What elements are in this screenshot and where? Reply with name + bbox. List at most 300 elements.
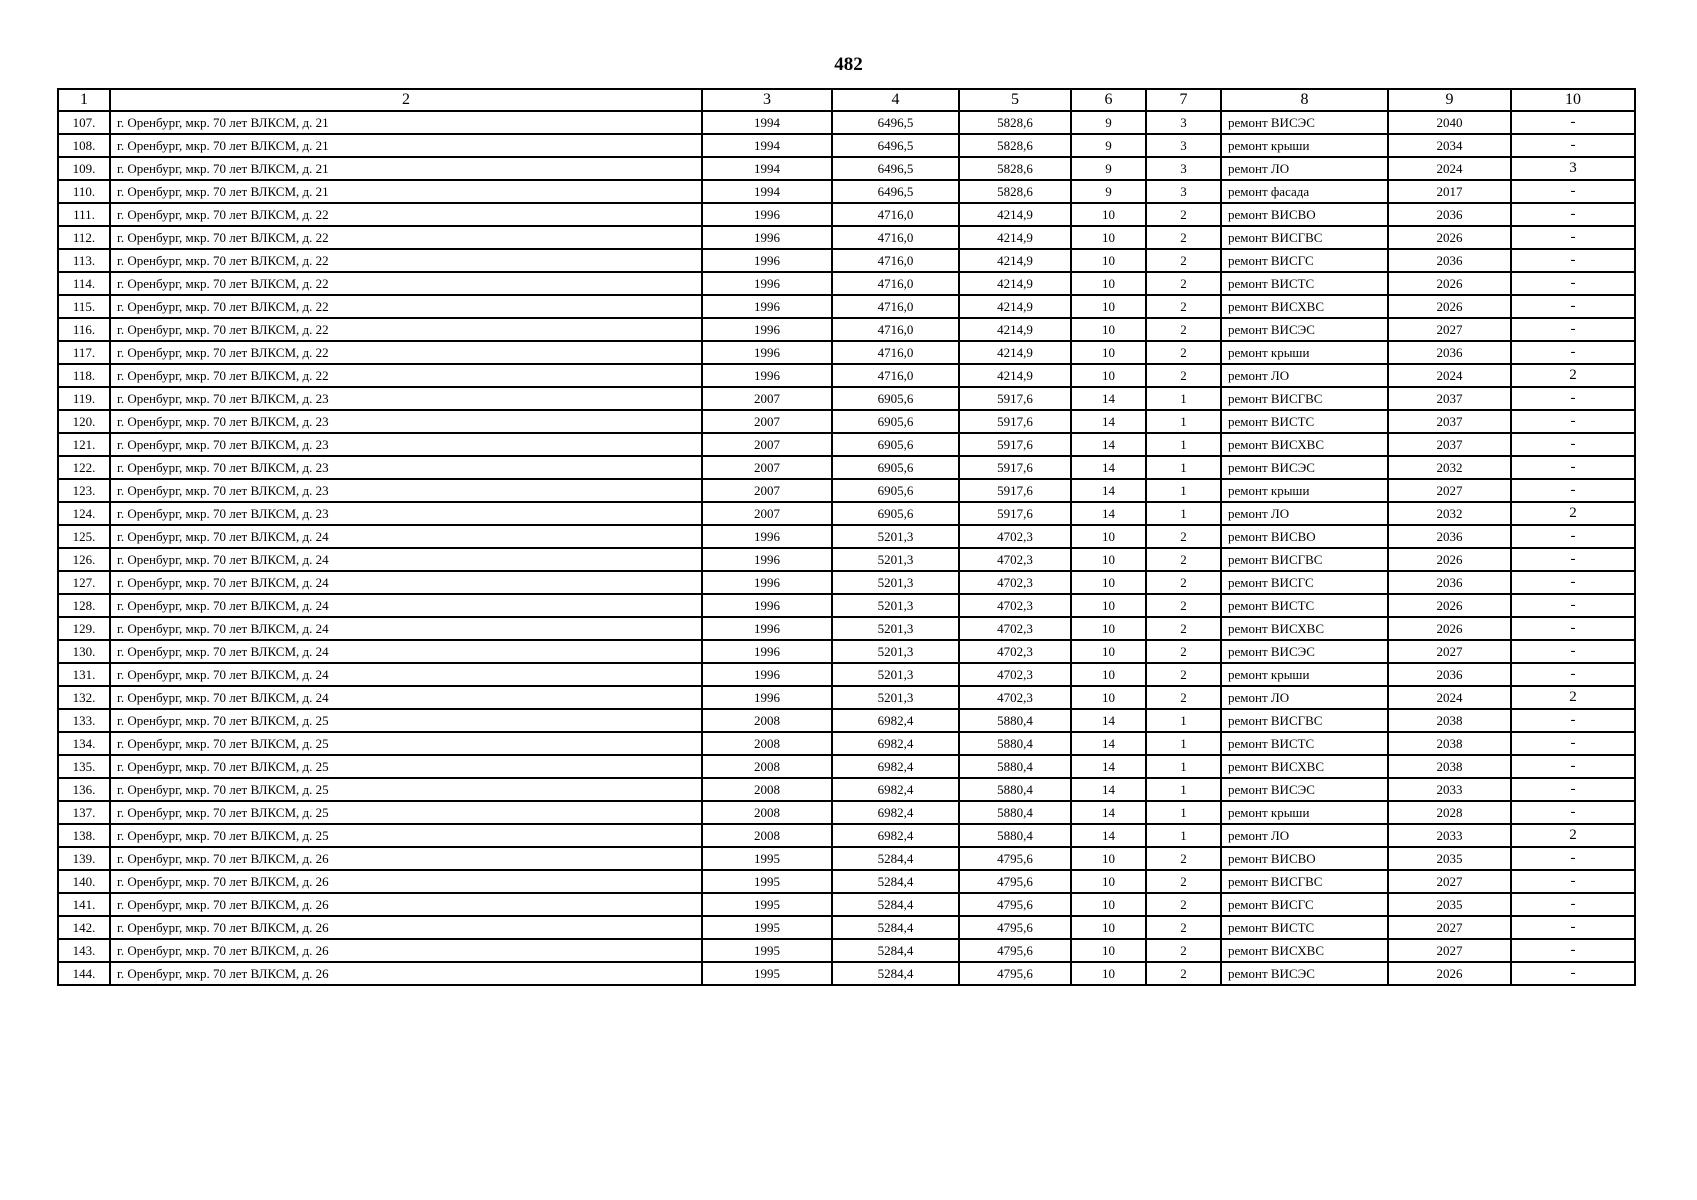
floors-cell: 10 bbox=[1071, 249, 1146, 272]
planned-year-cell: 2040 bbox=[1388, 111, 1511, 134]
address-cell: г. Оренбург, мкр. 70 лет ВЛКСМ, д. 21 bbox=[110, 157, 702, 180]
address-cell: г. Оренбург, мкр. 70 лет ВЛКСМ, д. 26 bbox=[110, 939, 702, 962]
planned-year-cell: 2038 bbox=[1388, 755, 1511, 778]
total-area-cell: 4716,0 bbox=[832, 341, 959, 364]
floors-cell: 10 bbox=[1071, 939, 1146, 962]
row-number-cell: 119. bbox=[58, 387, 110, 410]
entrances-cell: 2 bbox=[1146, 663, 1221, 686]
address-cell: г. Оренбург, мкр. 70 лет ВЛКСМ, д. 25 bbox=[110, 732, 702, 755]
year-cell: 1996 bbox=[702, 548, 832, 571]
row-number-cell: 135. bbox=[58, 755, 110, 778]
floors-cell: 14 bbox=[1071, 433, 1146, 456]
living-area-cell: 5917,6 bbox=[959, 387, 1071, 410]
year-cell: 1996 bbox=[702, 663, 832, 686]
work-type-cell: ремонт ВИСХВС bbox=[1221, 617, 1388, 640]
quantity-cell: - bbox=[1511, 548, 1635, 571]
work-type-cell: ремонт ЛО bbox=[1221, 502, 1388, 525]
entrances-cell: 2 bbox=[1146, 318, 1221, 341]
planned-year-cell: 2036 bbox=[1388, 249, 1511, 272]
year-cell: 2008 bbox=[702, 778, 832, 801]
year-cell: 1994 bbox=[702, 111, 832, 134]
year-cell: 2008 bbox=[702, 755, 832, 778]
living-area-cell: 4214,9 bbox=[959, 203, 1071, 226]
year-cell: 2007 bbox=[702, 387, 832, 410]
entrances-cell: 2 bbox=[1146, 525, 1221, 548]
quantity-cell: - bbox=[1511, 134, 1635, 157]
planned-year-cell: 2017 bbox=[1388, 180, 1511, 203]
entrances-cell: 2 bbox=[1146, 962, 1221, 985]
row-number-cell: 116. bbox=[58, 318, 110, 341]
page-number: 482 bbox=[834, 54, 863, 75]
total-area-cell: 4716,0 bbox=[832, 249, 959, 272]
table-row bbox=[58, 548, 1635, 571]
address-cell: г. Оренбург, мкр. 70 лет ВЛКСМ, д. 24 bbox=[110, 548, 702, 571]
quantity-cell: - bbox=[1511, 709, 1635, 732]
total-area-cell: 6905,6 bbox=[832, 387, 959, 410]
entrances-cell: 1 bbox=[1146, 824, 1221, 847]
entrances-cell: 2 bbox=[1146, 295, 1221, 318]
row-number-cell: 110. bbox=[58, 180, 110, 203]
address-cell: г. Оренбург, мкр. 70 лет ВЛКСМ, д. 22 bbox=[110, 318, 702, 341]
work-type-cell: ремонт ВИСГС bbox=[1221, 893, 1388, 916]
entrances-cell: 2 bbox=[1146, 916, 1221, 939]
floors-cell: 14 bbox=[1071, 755, 1146, 778]
work-type-cell: ремонт ВИСЭС bbox=[1221, 962, 1388, 985]
planned-year-cell: 2027 bbox=[1388, 939, 1511, 962]
living-area-cell: 5880,4 bbox=[959, 824, 1071, 847]
total-area-cell: 5284,4 bbox=[832, 893, 959, 916]
quantity-cell: - bbox=[1511, 203, 1635, 226]
floors-cell: 10 bbox=[1071, 226, 1146, 249]
address-cell: г. Оренбург, мкр. 70 лет ВЛКСМ, д. 24 bbox=[110, 571, 702, 594]
quantity-cell: - bbox=[1511, 778, 1635, 801]
entrances-cell: 1 bbox=[1146, 801, 1221, 824]
planned-year-cell: 2026 bbox=[1388, 962, 1511, 985]
table-row bbox=[58, 916, 1635, 939]
living-area-cell: 4214,9 bbox=[959, 249, 1071, 272]
quantity-cell: - bbox=[1511, 479, 1635, 502]
year-cell: 2007 bbox=[702, 479, 832, 502]
work-type-cell: ремонт ВИСТС bbox=[1221, 732, 1388, 755]
living-area-cell: 5917,6 bbox=[959, 502, 1071, 525]
table-row bbox=[58, 939, 1635, 962]
work-type-cell: ремонт крыши bbox=[1221, 479, 1388, 502]
total-area-cell: 4716,0 bbox=[832, 364, 959, 387]
year-cell: 2008 bbox=[702, 709, 832, 732]
total-area-cell: 6496,5 bbox=[832, 180, 959, 203]
repair-schedule-table bbox=[57, 88, 1636, 986]
address-cell: г. Оренбург, мкр. 70 лет ВЛКСМ, д. 23 bbox=[110, 433, 702, 456]
entrances-cell: 2 bbox=[1146, 341, 1221, 364]
floors-cell: 14 bbox=[1071, 824, 1146, 847]
floors-cell: 10 bbox=[1071, 893, 1146, 916]
row-number-cell: 123. bbox=[58, 479, 110, 502]
row-number-cell: 120. bbox=[58, 410, 110, 433]
year-cell: 2007 bbox=[702, 433, 832, 456]
table-row bbox=[58, 824, 1635, 847]
work-type-cell: ремонт фасада bbox=[1221, 180, 1388, 203]
column-header: 2 bbox=[110, 89, 702, 111]
living-area-cell: 4214,9 bbox=[959, 364, 1071, 387]
total-area-cell: 5201,3 bbox=[832, 525, 959, 548]
work-type-cell: ремонт крыши bbox=[1221, 663, 1388, 686]
column-header: 10 bbox=[1511, 89, 1635, 111]
quantity-cell: - bbox=[1511, 870, 1635, 893]
work-type-cell: ремонт ВИСТС bbox=[1221, 272, 1388, 295]
work-type-cell: ремонт ВИСХВС bbox=[1221, 939, 1388, 962]
entrances-cell: 1 bbox=[1146, 502, 1221, 525]
entrances-cell: 2 bbox=[1146, 617, 1221, 640]
total-area-cell: 5284,4 bbox=[832, 962, 959, 985]
table-row bbox=[58, 962, 1635, 985]
quantity-cell: - bbox=[1511, 755, 1635, 778]
floors-cell: 10 bbox=[1071, 916, 1146, 939]
planned-year-cell: 2027 bbox=[1388, 916, 1511, 939]
address-cell: г. Оренбург, мкр. 70 лет ВЛКСМ, д. 21 bbox=[110, 134, 702, 157]
work-type-cell: ремонт ВИСГС bbox=[1221, 249, 1388, 272]
living-area-cell: 5880,4 bbox=[959, 801, 1071, 824]
living-area-cell: 4214,9 bbox=[959, 295, 1071, 318]
table-row bbox=[58, 387, 1635, 410]
row-number-cell: 130. bbox=[58, 640, 110, 663]
address-cell: г. Оренбург, мкр. 70 лет ВЛКСМ, д. 22 bbox=[110, 295, 702, 318]
floors-cell: 10 bbox=[1071, 617, 1146, 640]
work-type-cell: ремонт ВИСВО bbox=[1221, 525, 1388, 548]
address-cell: г. Оренбург, мкр. 70 лет ВЛКСМ, д. 23 bbox=[110, 502, 702, 525]
planned-year-cell: 2027 bbox=[1388, 640, 1511, 663]
living-area-cell: 4795,6 bbox=[959, 847, 1071, 870]
floors-cell: 14 bbox=[1071, 502, 1146, 525]
quantity-cell: 2 bbox=[1511, 686, 1635, 709]
quantity-cell: - bbox=[1511, 433, 1635, 456]
row-number-cell: 118. bbox=[58, 364, 110, 387]
table-row bbox=[58, 410, 1635, 433]
table-row bbox=[58, 801, 1635, 824]
table-row bbox=[58, 226, 1635, 249]
row-number-cell: 137. bbox=[58, 801, 110, 824]
floors-cell: 14 bbox=[1071, 732, 1146, 755]
row-number-cell: 125. bbox=[58, 525, 110, 548]
planned-year-cell: 2038 bbox=[1388, 709, 1511, 732]
quantity-cell: - bbox=[1511, 226, 1635, 249]
address-cell: г. Оренбург, мкр. 70 лет ВЛКСМ, д. 22 bbox=[110, 341, 702, 364]
entrances-cell: 2 bbox=[1146, 847, 1221, 870]
total-area-cell: 4716,0 bbox=[832, 295, 959, 318]
quantity-cell: 3 bbox=[1511, 157, 1635, 180]
year-cell: 1995 bbox=[702, 870, 832, 893]
total-area-cell: 5201,3 bbox=[832, 571, 959, 594]
work-type-cell: ремонт ВИСГВС bbox=[1221, 387, 1388, 410]
living-area-cell: 4795,6 bbox=[959, 916, 1071, 939]
total-area-cell: 5201,3 bbox=[832, 663, 959, 686]
row-number-cell: 129. bbox=[58, 617, 110, 640]
row-number-cell: 109. bbox=[58, 157, 110, 180]
year-cell: 1996 bbox=[702, 318, 832, 341]
address-cell: г. Оренбург, мкр. 70 лет ВЛКСМ, д. 25 bbox=[110, 709, 702, 732]
row-number-cell: 117. bbox=[58, 341, 110, 364]
address-cell: г. Оренбург, мкр. 70 лет ВЛКСМ, д. 25 bbox=[110, 755, 702, 778]
entrances-cell: 2 bbox=[1146, 571, 1221, 594]
work-type-cell: ремонт ЛО bbox=[1221, 364, 1388, 387]
living-area-cell: 4795,6 bbox=[959, 962, 1071, 985]
total-area-cell: 4716,0 bbox=[832, 226, 959, 249]
work-type-cell: ремонт ВИСГВС bbox=[1221, 226, 1388, 249]
quantity-cell: - bbox=[1511, 387, 1635, 410]
entrances-cell: 3 bbox=[1146, 111, 1221, 134]
entrances-cell: 2 bbox=[1146, 203, 1221, 226]
living-area-cell: 4214,9 bbox=[959, 341, 1071, 364]
total-area-cell: 6496,5 bbox=[832, 111, 959, 134]
table-row bbox=[58, 433, 1635, 456]
planned-year-cell: 2035 bbox=[1388, 847, 1511, 870]
row-number-cell: 143. bbox=[58, 939, 110, 962]
floors-cell: 14 bbox=[1071, 410, 1146, 433]
table-row bbox=[58, 249, 1635, 272]
floors-cell: 10 bbox=[1071, 640, 1146, 663]
address-cell: г. Оренбург, мкр. 70 лет ВЛКСМ, д. 22 bbox=[110, 249, 702, 272]
table-row bbox=[58, 502, 1635, 525]
living-area-cell: 5828,6 bbox=[959, 180, 1071, 203]
planned-year-cell: 2026 bbox=[1388, 272, 1511, 295]
table-row bbox=[58, 893, 1635, 916]
quantity-cell: - bbox=[1511, 617, 1635, 640]
work-type-cell: ремонт ВИСЭС bbox=[1221, 111, 1388, 134]
table-row bbox=[58, 111, 1635, 134]
year-cell: 2007 bbox=[702, 456, 832, 479]
floors-cell: 10 bbox=[1071, 295, 1146, 318]
row-number-cell: 122. bbox=[58, 456, 110, 479]
year-cell: 1996 bbox=[702, 686, 832, 709]
work-type-cell: ремонт ВИСГВС bbox=[1221, 709, 1388, 732]
row-number-cell: 114. bbox=[58, 272, 110, 295]
year-cell: 2007 bbox=[702, 410, 832, 433]
quantity-cell: - bbox=[1511, 571, 1635, 594]
total-area-cell: 4716,0 bbox=[832, 203, 959, 226]
planned-year-cell: 2036 bbox=[1388, 663, 1511, 686]
living-area-cell: 5917,6 bbox=[959, 433, 1071, 456]
planned-year-cell: 2036 bbox=[1388, 203, 1511, 226]
year-cell: 2008 bbox=[702, 732, 832, 755]
column-header: 1 bbox=[58, 89, 110, 111]
entrances-cell: 2 bbox=[1146, 594, 1221, 617]
entrances-cell: 1 bbox=[1146, 778, 1221, 801]
quantity-cell: 2 bbox=[1511, 824, 1635, 847]
entrances-cell: 1 bbox=[1146, 410, 1221, 433]
row-number-cell: 128. bbox=[58, 594, 110, 617]
floors-cell: 9 bbox=[1071, 157, 1146, 180]
work-type-cell: ремонт ЛО bbox=[1221, 824, 1388, 847]
year-cell: 1996 bbox=[702, 341, 832, 364]
entrances-cell: 3 bbox=[1146, 134, 1221, 157]
column-header: 4 bbox=[832, 89, 959, 111]
address-cell: г. Оренбург, мкр. 70 лет ВЛКСМ, д. 24 bbox=[110, 617, 702, 640]
table-row bbox=[58, 571, 1635, 594]
row-number-cell: 138. bbox=[58, 824, 110, 847]
entrances-cell: 2 bbox=[1146, 870, 1221, 893]
address-cell: г. Оренбург, мкр. 70 лет ВЛКСМ, д. 24 bbox=[110, 686, 702, 709]
row-number-cell: 126. bbox=[58, 548, 110, 571]
entrances-cell: 2 bbox=[1146, 249, 1221, 272]
table-header-row bbox=[58, 89, 1635, 111]
address-cell: г. Оренбург, мкр. 70 лет ВЛКСМ, д. 22 bbox=[110, 272, 702, 295]
floors-cell: 14 bbox=[1071, 778, 1146, 801]
year-cell: 1994 bbox=[702, 180, 832, 203]
total-area-cell: 6982,4 bbox=[832, 801, 959, 824]
total-area-cell: 6905,6 bbox=[832, 433, 959, 456]
address-cell: г. Оренбург, мкр. 70 лет ВЛКСМ, д. 21 bbox=[110, 180, 702, 203]
work-type-cell: ремонт ВИСХВС bbox=[1221, 433, 1388, 456]
entrances-cell: 1 bbox=[1146, 456, 1221, 479]
entrances-cell: 2 bbox=[1146, 939, 1221, 962]
living-area-cell: 4214,9 bbox=[959, 226, 1071, 249]
quantity-cell: - bbox=[1511, 663, 1635, 686]
row-number-cell: 136. bbox=[58, 778, 110, 801]
living-area-cell: 5880,4 bbox=[959, 709, 1071, 732]
planned-year-cell: 2035 bbox=[1388, 893, 1511, 916]
planned-year-cell: 2026 bbox=[1388, 548, 1511, 571]
year-cell: 1996 bbox=[702, 226, 832, 249]
floors-cell: 10 bbox=[1071, 525, 1146, 548]
year-cell: 1996 bbox=[702, 203, 832, 226]
living-area-cell: 4795,6 bbox=[959, 893, 1071, 916]
row-number-cell: 127. bbox=[58, 571, 110, 594]
entrances-cell: 3 bbox=[1146, 180, 1221, 203]
table-body bbox=[58, 111, 1635, 985]
planned-year-cell: 2026 bbox=[1388, 295, 1511, 318]
table-row bbox=[58, 272, 1635, 295]
quantity-cell: - bbox=[1511, 341, 1635, 364]
total-area-cell: 6982,4 bbox=[832, 824, 959, 847]
total-area-cell: 6905,6 bbox=[832, 456, 959, 479]
year-cell: 1995 bbox=[702, 847, 832, 870]
work-type-cell: ремонт ВИСТС bbox=[1221, 916, 1388, 939]
year-cell: 1996 bbox=[702, 617, 832, 640]
table-row bbox=[58, 318, 1635, 341]
living-area-cell: 4214,9 bbox=[959, 318, 1071, 341]
total-area-cell: 6905,6 bbox=[832, 479, 959, 502]
work-type-cell: ремонт ВИСГВС bbox=[1221, 548, 1388, 571]
row-number-cell: 140. bbox=[58, 870, 110, 893]
quantity-cell: 2 bbox=[1511, 364, 1635, 387]
table-row bbox=[58, 870, 1635, 893]
work-type-cell: ремонт ВИСЭС bbox=[1221, 456, 1388, 479]
work-type-cell: ремонт ЛО bbox=[1221, 686, 1388, 709]
planned-year-cell: 2026 bbox=[1388, 594, 1511, 617]
work-type-cell: ремонт крыши bbox=[1221, 134, 1388, 157]
planned-year-cell: 2027 bbox=[1388, 479, 1511, 502]
year-cell: 1996 bbox=[702, 364, 832, 387]
address-cell: г. Оренбург, мкр. 70 лет ВЛКСМ, д. 25 bbox=[110, 824, 702, 847]
work-type-cell: ремонт ВИСТС bbox=[1221, 410, 1388, 433]
planned-year-cell: 2037 bbox=[1388, 410, 1511, 433]
quantity-cell: - bbox=[1511, 939, 1635, 962]
planned-year-cell: 2032 bbox=[1388, 456, 1511, 479]
address-cell: г. Оренбург, мкр. 70 лет ВЛКСМ, д. 24 bbox=[110, 663, 702, 686]
planned-year-cell: 2024 bbox=[1388, 686, 1511, 709]
address-cell: г. Оренбург, мкр. 70 лет ВЛКСМ, д. 24 bbox=[110, 640, 702, 663]
table-row bbox=[58, 295, 1635, 318]
work-type-cell: ремонт ВИСВО bbox=[1221, 847, 1388, 870]
living-area-cell: 4702,3 bbox=[959, 571, 1071, 594]
table-row bbox=[58, 456, 1635, 479]
planned-year-cell: 2036 bbox=[1388, 525, 1511, 548]
quantity-cell: - bbox=[1511, 732, 1635, 755]
total-area-cell: 6982,4 bbox=[832, 778, 959, 801]
entrances-cell: 1 bbox=[1146, 387, 1221, 410]
planned-year-cell: 2033 bbox=[1388, 824, 1511, 847]
planned-year-cell: 2033 bbox=[1388, 778, 1511, 801]
living-area-cell: 4702,3 bbox=[959, 525, 1071, 548]
floors-cell: 10 bbox=[1071, 272, 1146, 295]
address-cell: г. Оренбург, мкр. 70 лет ВЛКСМ, д. 24 bbox=[110, 594, 702, 617]
quantity-cell: - bbox=[1511, 410, 1635, 433]
planned-year-cell: 2036 bbox=[1388, 341, 1511, 364]
work-type-cell: ремонт крыши bbox=[1221, 801, 1388, 824]
year-cell: 1994 bbox=[702, 157, 832, 180]
row-number-cell: 139. bbox=[58, 847, 110, 870]
work-type-cell: ремонт ВИСГВС bbox=[1221, 870, 1388, 893]
floors-cell: 10 bbox=[1071, 663, 1146, 686]
row-number-cell: 133. bbox=[58, 709, 110, 732]
floors-cell: 10 bbox=[1071, 364, 1146, 387]
address-cell: г. Оренбург, мкр. 70 лет ВЛКСМ, д. 26 bbox=[110, 870, 702, 893]
floors-cell: 14 bbox=[1071, 801, 1146, 824]
row-number-cell: 115. bbox=[58, 295, 110, 318]
work-type-cell: ремонт ВИСХВС bbox=[1221, 755, 1388, 778]
row-number-cell: 111. bbox=[58, 203, 110, 226]
row-number-cell: 121. bbox=[58, 433, 110, 456]
address-cell: г. Оренбург, мкр. 70 лет ВЛКСМ, д. 26 bbox=[110, 893, 702, 916]
total-area-cell: 6982,4 bbox=[832, 709, 959, 732]
living-area-cell: 4702,3 bbox=[959, 548, 1071, 571]
entrances-cell: 1 bbox=[1146, 479, 1221, 502]
planned-year-cell: 2036 bbox=[1388, 571, 1511, 594]
quantity-cell: - bbox=[1511, 456, 1635, 479]
living-area-cell: 4795,6 bbox=[959, 870, 1071, 893]
address-cell: г. Оренбург, мкр. 70 лет ВЛКСМ, д. 23 bbox=[110, 456, 702, 479]
year-cell: 1995 bbox=[702, 962, 832, 985]
total-area-cell: 5284,4 bbox=[832, 916, 959, 939]
entrances-cell: 1 bbox=[1146, 709, 1221, 732]
floors-cell: 10 bbox=[1071, 686, 1146, 709]
table-row bbox=[58, 709, 1635, 732]
entrances-cell: 2 bbox=[1146, 548, 1221, 571]
living-area-cell: 4702,3 bbox=[959, 640, 1071, 663]
year-cell: 1996 bbox=[702, 525, 832, 548]
floors-cell: 14 bbox=[1071, 479, 1146, 502]
entrances-cell: 2 bbox=[1146, 226, 1221, 249]
total-area-cell: 5284,4 bbox=[832, 847, 959, 870]
address-cell: г. Оренбург, мкр. 70 лет ВЛКСМ, д. 22 bbox=[110, 203, 702, 226]
row-number-cell: 142. bbox=[58, 916, 110, 939]
total-area-cell: 6496,5 bbox=[832, 157, 959, 180]
address-cell: г. Оренбург, мкр. 70 лет ВЛКСМ, д. 26 bbox=[110, 847, 702, 870]
table-row bbox=[58, 755, 1635, 778]
floors-cell: 10 bbox=[1071, 870, 1146, 893]
year-cell: 1996 bbox=[702, 594, 832, 617]
row-number-cell: 141. bbox=[58, 893, 110, 916]
column-header: 6 bbox=[1071, 89, 1146, 111]
table-row bbox=[58, 778, 1635, 801]
total-area-cell: 6982,4 bbox=[832, 755, 959, 778]
entrances-cell: 2 bbox=[1146, 272, 1221, 295]
work-type-cell: ремонт ВИСВО bbox=[1221, 203, 1388, 226]
living-area-cell: 5828,6 bbox=[959, 157, 1071, 180]
row-number-cell: 108. bbox=[58, 134, 110, 157]
living-area-cell: 5880,4 bbox=[959, 778, 1071, 801]
floors-cell: 9 bbox=[1071, 180, 1146, 203]
quantity-cell: - bbox=[1511, 962, 1635, 985]
